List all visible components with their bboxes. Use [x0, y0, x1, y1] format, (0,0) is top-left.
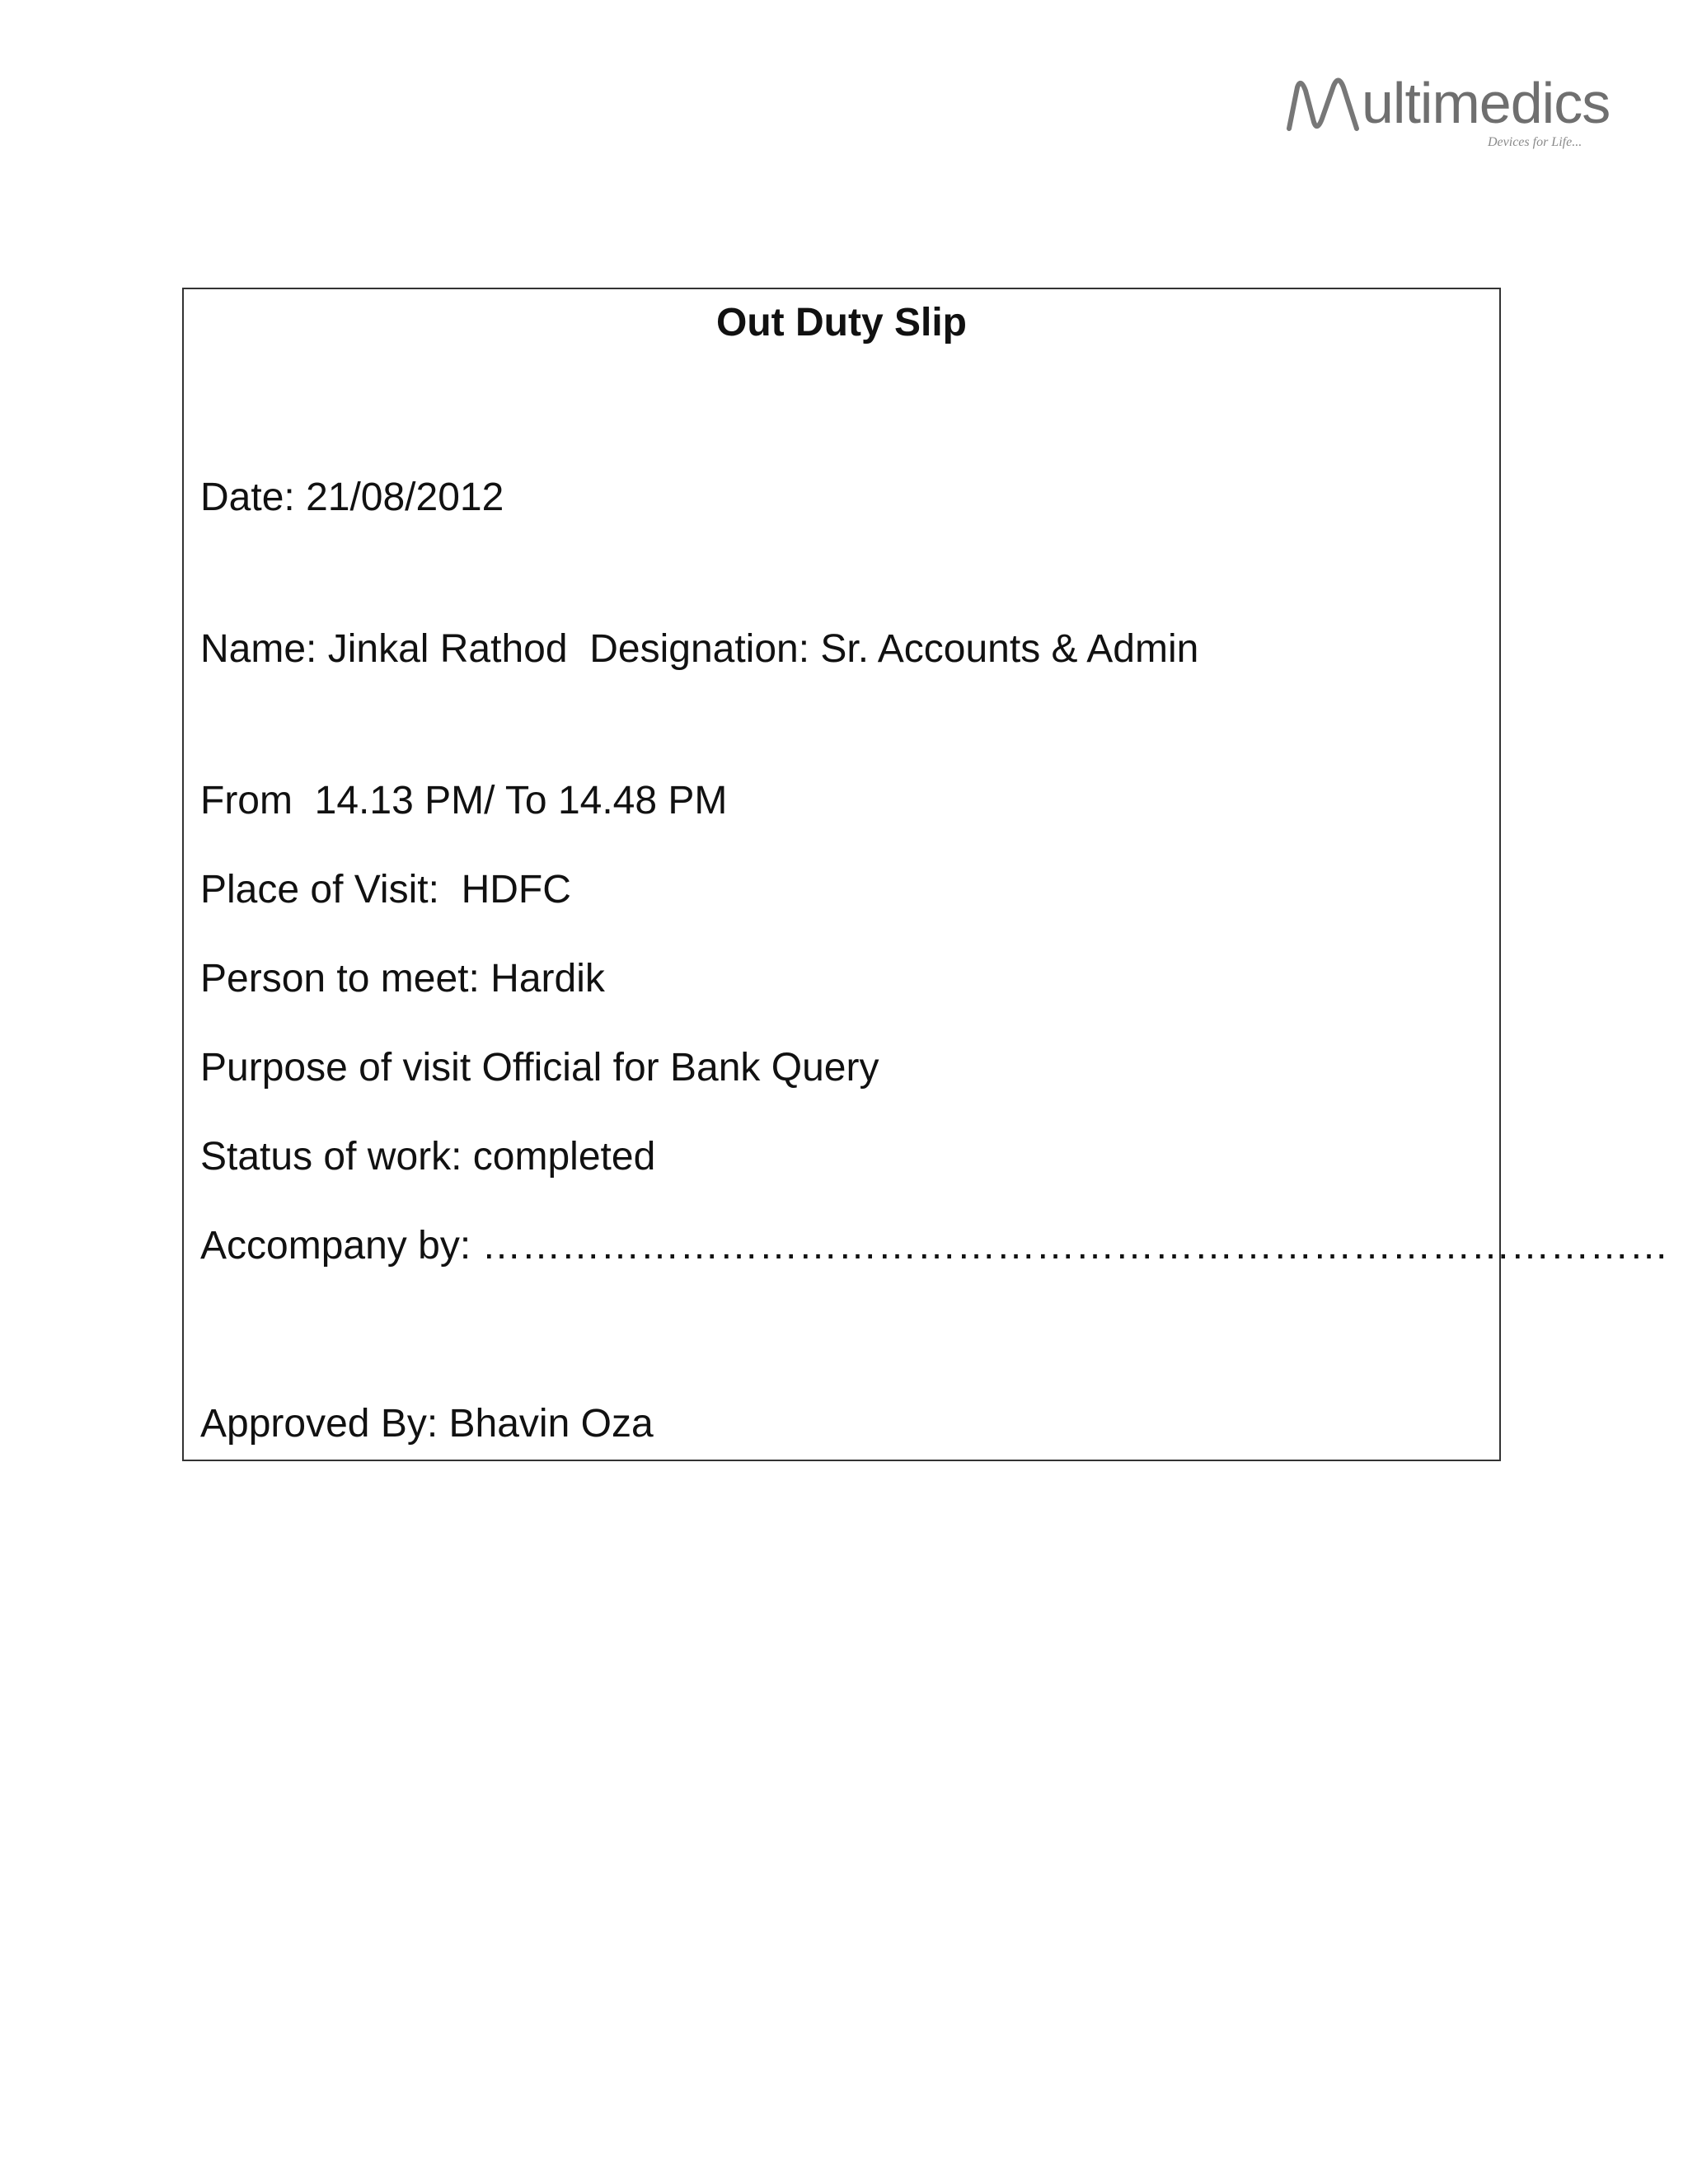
- out-duty-slip: [182, 288, 1669, 1461]
- person-to-meet-field: Person to meet: Hardik: [200, 957, 605, 1001]
- approved-by-field: Approved By: Bhavin Oza: [200, 1402, 654, 1446]
- logo-m-wave-icon: [1286, 71, 1364, 145]
- slip-title: Out Duty Slip: [716, 301, 967, 344]
- name-designation-field: Name: Jinkal Rathod Designation: Sr. Accounts & Admin: [200, 627, 1199, 671]
- accompany-field: Accompany by: ………………………………………………………………………………: [200, 1224, 1669, 1268]
- status-field: Status of work: completed: [200, 1135, 656, 1179]
- multimedics-logo: [1286, 66, 1611, 157]
- place-of-visit-field: Place of Visit: HDFC: [200, 868, 571, 912]
- logo-wordmark: ultimedics: [1362, 71, 1611, 135]
- time-field: From 14.13 PM/ To 14.48 PM: [200, 779, 728, 823]
- date-field: Date: 21/08/2012: [200, 476, 504, 519]
- purpose-field: Purpose of visit Official for Bank Query: [200, 1046, 879, 1090]
- logo-tagline: Devices for Life...: [1488, 135, 1582, 149]
